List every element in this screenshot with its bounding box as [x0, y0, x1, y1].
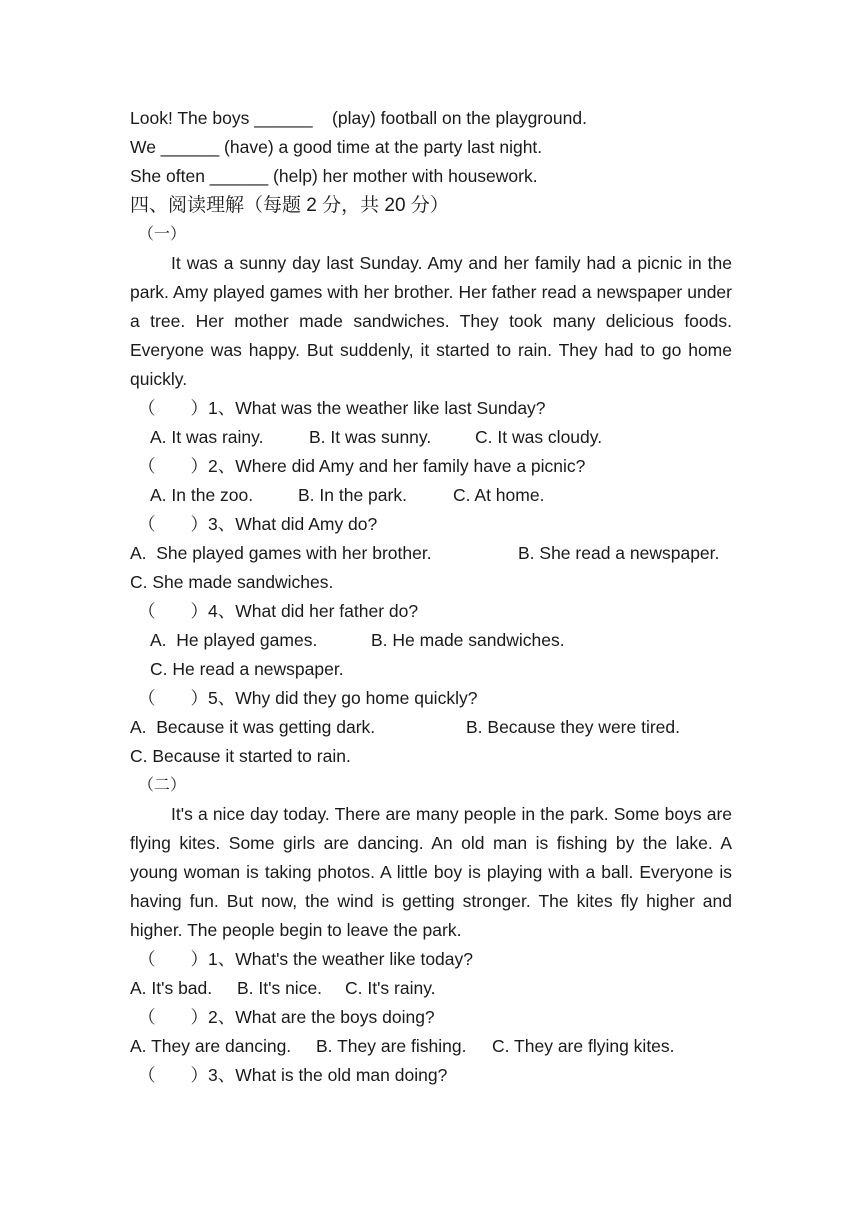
option-c: C. They are flying kites.: [492, 1036, 675, 1056]
answer-options: [130, 539, 732, 568]
answer-options: [130, 481, 732, 510]
option-a: A. They are dancing.: [130, 1036, 292, 1056]
question: （ ）3、What did Amy do?: [138, 514, 378, 534]
question: （ ）1、What's the weather like today?: [138, 949, 474, 969]
passage-label: （一）: [138, 226, 187, 243]
option-a: A. It's bad.: [130, 978, 213, 998]
reading-passage: It's a nice day today. There are many people in the park. Some boys are flying kites. Some girls are dancing. An old man is fishing by the lake. A young woman is taking photos. A little boy is playing with a ball. Everyone is having fun. But now, the wind is getting stronger. The kites fly higher and higher. The people begin to leave the park.: [130, 804, 732, 940]
question: （ ）1、What was the weather like last Sunday?: [138, 398, 546, 418]
fill-blank-sentence: She often ______ (help) her mother with housework.: [130, 166, 538, 186]
option-b: B. It was sunny.: [309, 427, 432, 447]
option-a: A. He played games.: [150, 630, 318, 650]
option-b: B. He made sandwiches.: [371, 630, 565, 650]
fill-blank-sentence: Look! The boys ______ (play) football on the playground.: [130, 108, 587, 128]
option-c: C. He read a newspaper.: [150, 659, 344, 679]
option-b: B. They are fishing.: [316, 1036, 467, 1056]
option-a: A. She played games with her brother.: [130, 543, 432, 563]
option-c: C. It's rainy.: [345, 978, 436, 998]
worksheet-page: [130, 104, 732, 1090]
option-b: B. In the park.: [298, 485, 407, 505]
option-b: B. She read a newspaper.: [518, 543, 720, 563]
answer-options: [130, 1032, 732, 1061]
question: （ ）4、What did her father do?: [138, 601, 419, 621]
question: （ ）3、What is the old man doing?: [138, 1065, 448, 1085]
answer-options: [130, 974, 732, 1003]
reading-passage: It was a sunny day last Sunday. Amy and her family had a picnic in the park. Amy played games with her brother. Her father read a newspaper under a tree. Her mother made sandwiches. They took many delicious foods. Everyone was happy. But suddenly, it started to rain. They had to go home quickly.: [130, 253, 732, 389]
option-a: A. In the zoo.: [150, 485, 254, 505]
answer-options: [130, 423, 732, 452]
option-a: A. Because it was getting dark.: [130, 717, 376, 737]
passage-label: （二）: [138, 777, 187, 794]
option-c: C. Because it started to rain.: [130, 746, 351, 766]
answer-options: [130, 626, 732, 655]
option-c: C. At home.: [453, 485, 545, 505]
option-c: C. It was cloudy.: [475, 427, 603, 447]
section-heading: 四、阅读理解（每题 2 分，共 20 分）: [130, 195, 449, 216]
option-c: C. She made sandwiches.: [130, 572, 334, 592]
fill-blank-sentence: We ______ (have) a good time at the party last night.: [130, 137, 543, 157]
answer-options: [130, 713, 732, 742]
option-b: B. Because they were tired.: [466, 717, 680, 737]
question: （ ）2、Where did Amy and her family have a picnic?: [138, 456, 586, 476]
question: （ ）2、What are the boys doing?: [138, 1007, 435, 1027]
option-b: B. It's nice.: [237, 978, 323, 998]
option-a: A. It was rainy.: [150, 427, 264, 447]
question: （ ）5、Why did they go home quickly?: [138, 688, 478, 708]
